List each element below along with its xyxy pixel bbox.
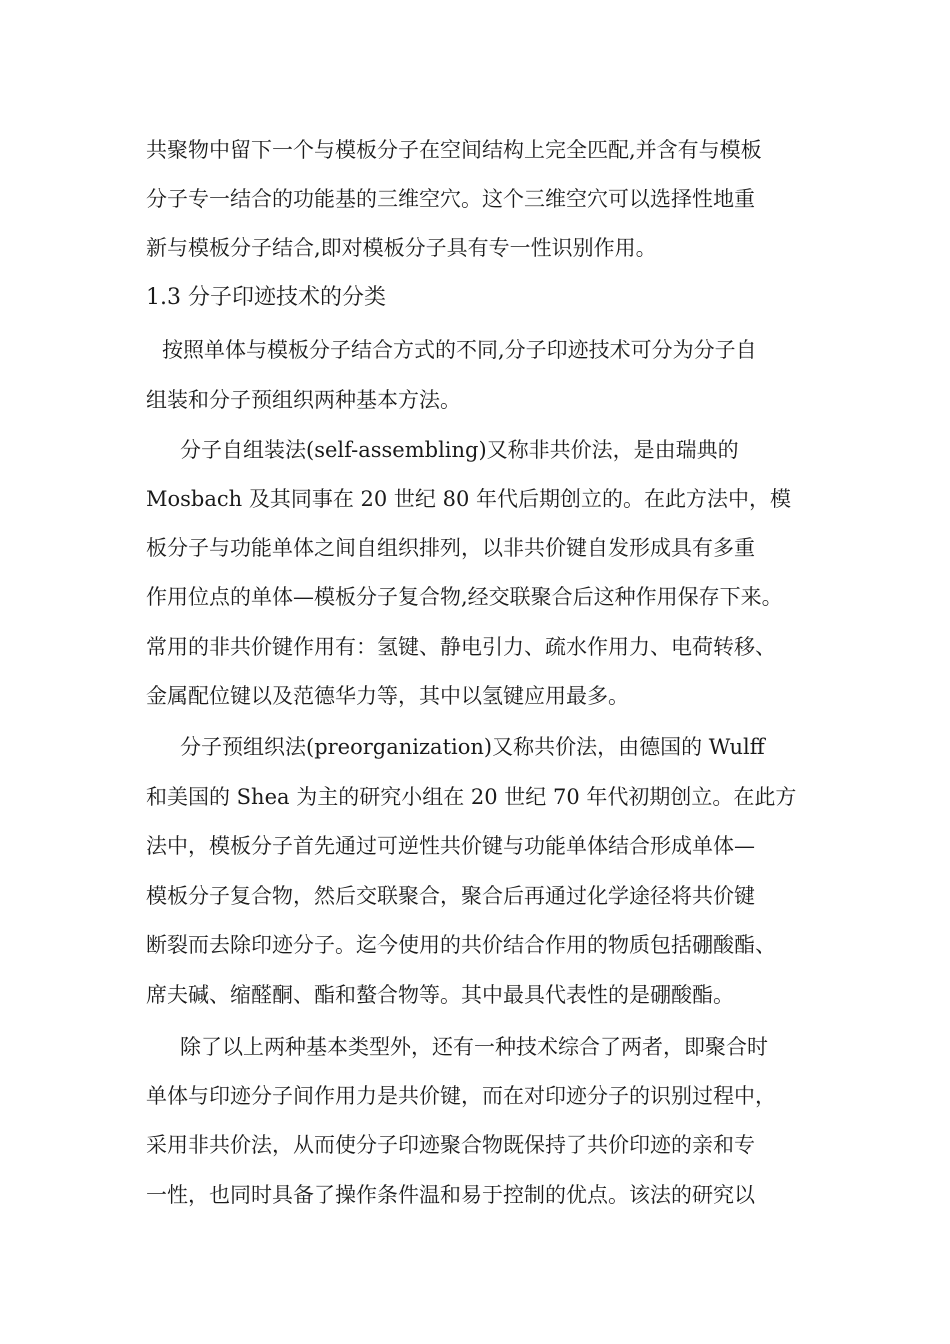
paragraph-line-3: 新与模板分子结合,即对模板分子具有专一性识别作用。 xyxy=(146,236,657,260)
paragraph-line-5: 按照单体与模板分子结合方式的不同,分子印迹技术可分为分子自 xyxy=(162,338,757,362)
paragraph-line-17: 断裂而去除印迹分子。迄今使用的共价结合作用的物质包括硼酸酯、 xyxy=(146,933,776,957)
paragraph-line-7: 分子自组装法(self-assembling)又称非共价法，是由瑞典的 xyxy=(180,438,739,462)
paragraph-line-22: 一性，也同时具备了操作条件温和易于控制的优点。该法的研究以 xyxy=(146,1183,755,1207)
paragraph-line-20: 单体与印迹分子间作用力是共价键，而在对印迹分子的识别过程中， xyxy=(146,1084,776,1108)
paragraph-line-18: 席夫碱、缩醛酮、酯和螯合物等。其中最具代表性的是硼酸酯。 xyxy=(146,983,734,1007)
paragraph-line-11: 常用的非共价键作用有：氢键、静电引力、疏水作用力、电荷转移、 xyxy=(146,635,776,659)
paragraph-line-1: 共聚物中留下一个与模板分子在空间结构上完全匹配,并含有与模板 xyxy=(146,138,762,162)
paragraph-line-21: 采用非共价法，从而使分子印迹聚合物既保持了共价印迹的亲和专 xyxy=(146,1133,755,1157)
section-heading: 1.3 分子印迹技术的分类 xyxy=(146,285,386,310)
paragraph-line-19: 除了以上两种基本类型外，还有一种技术综合了两者，即聚合时 xyxy=(180,1035,768,1059)
paragraph-line-13: 分子预组织法(preorganization)又称共价法，由德国的 Wulff xyxy=(180,735,765,759)
paragraph-line-16: 模板分子复合物，然后交联聚合，聚合后再通过化学途径将共价键 xyxy=(146,884,755,908)
paragraph-line-15: 法中，模板分子首先通过可逆性共价键与功能单体结合形成单体— xyxy=(146,834,755,858)
paragraph-line-6: 组装和分子预组织两种基本方法。 xyxy=(146,388,461,412)
paragraph-line-2: 分子专一结合的功能基的三维空穴。这个三维空穴可以选择性地重 xyxy=(146,187,755,211)
paragraph-line-8: Mosbach 及其同事在 20 世纪 80 年代后期创立的。在此方法中，模 xyxy=(146,487,791,511)
paragraph-line-10: 作用位点的单体—模板分子复合物,经交联聚合后这种作用保存下来。 xyxy=(146,585,783,609)
paragraph-line-9: 板分子与功能单体之间自组织排列，以非共价键自发形成具有多重 xyxy=(146,536,755,560)
paragraph-line-12: 金属配位键以及范德华力等，其中以氢键应用最多。 xyxy=(146,684,629,708)
paragraph-line-14: 和美国的 Shea 为主的研究小组在 20 世纪 70 年代初期创立。在此方 xyxy=(146,785,797,809)
